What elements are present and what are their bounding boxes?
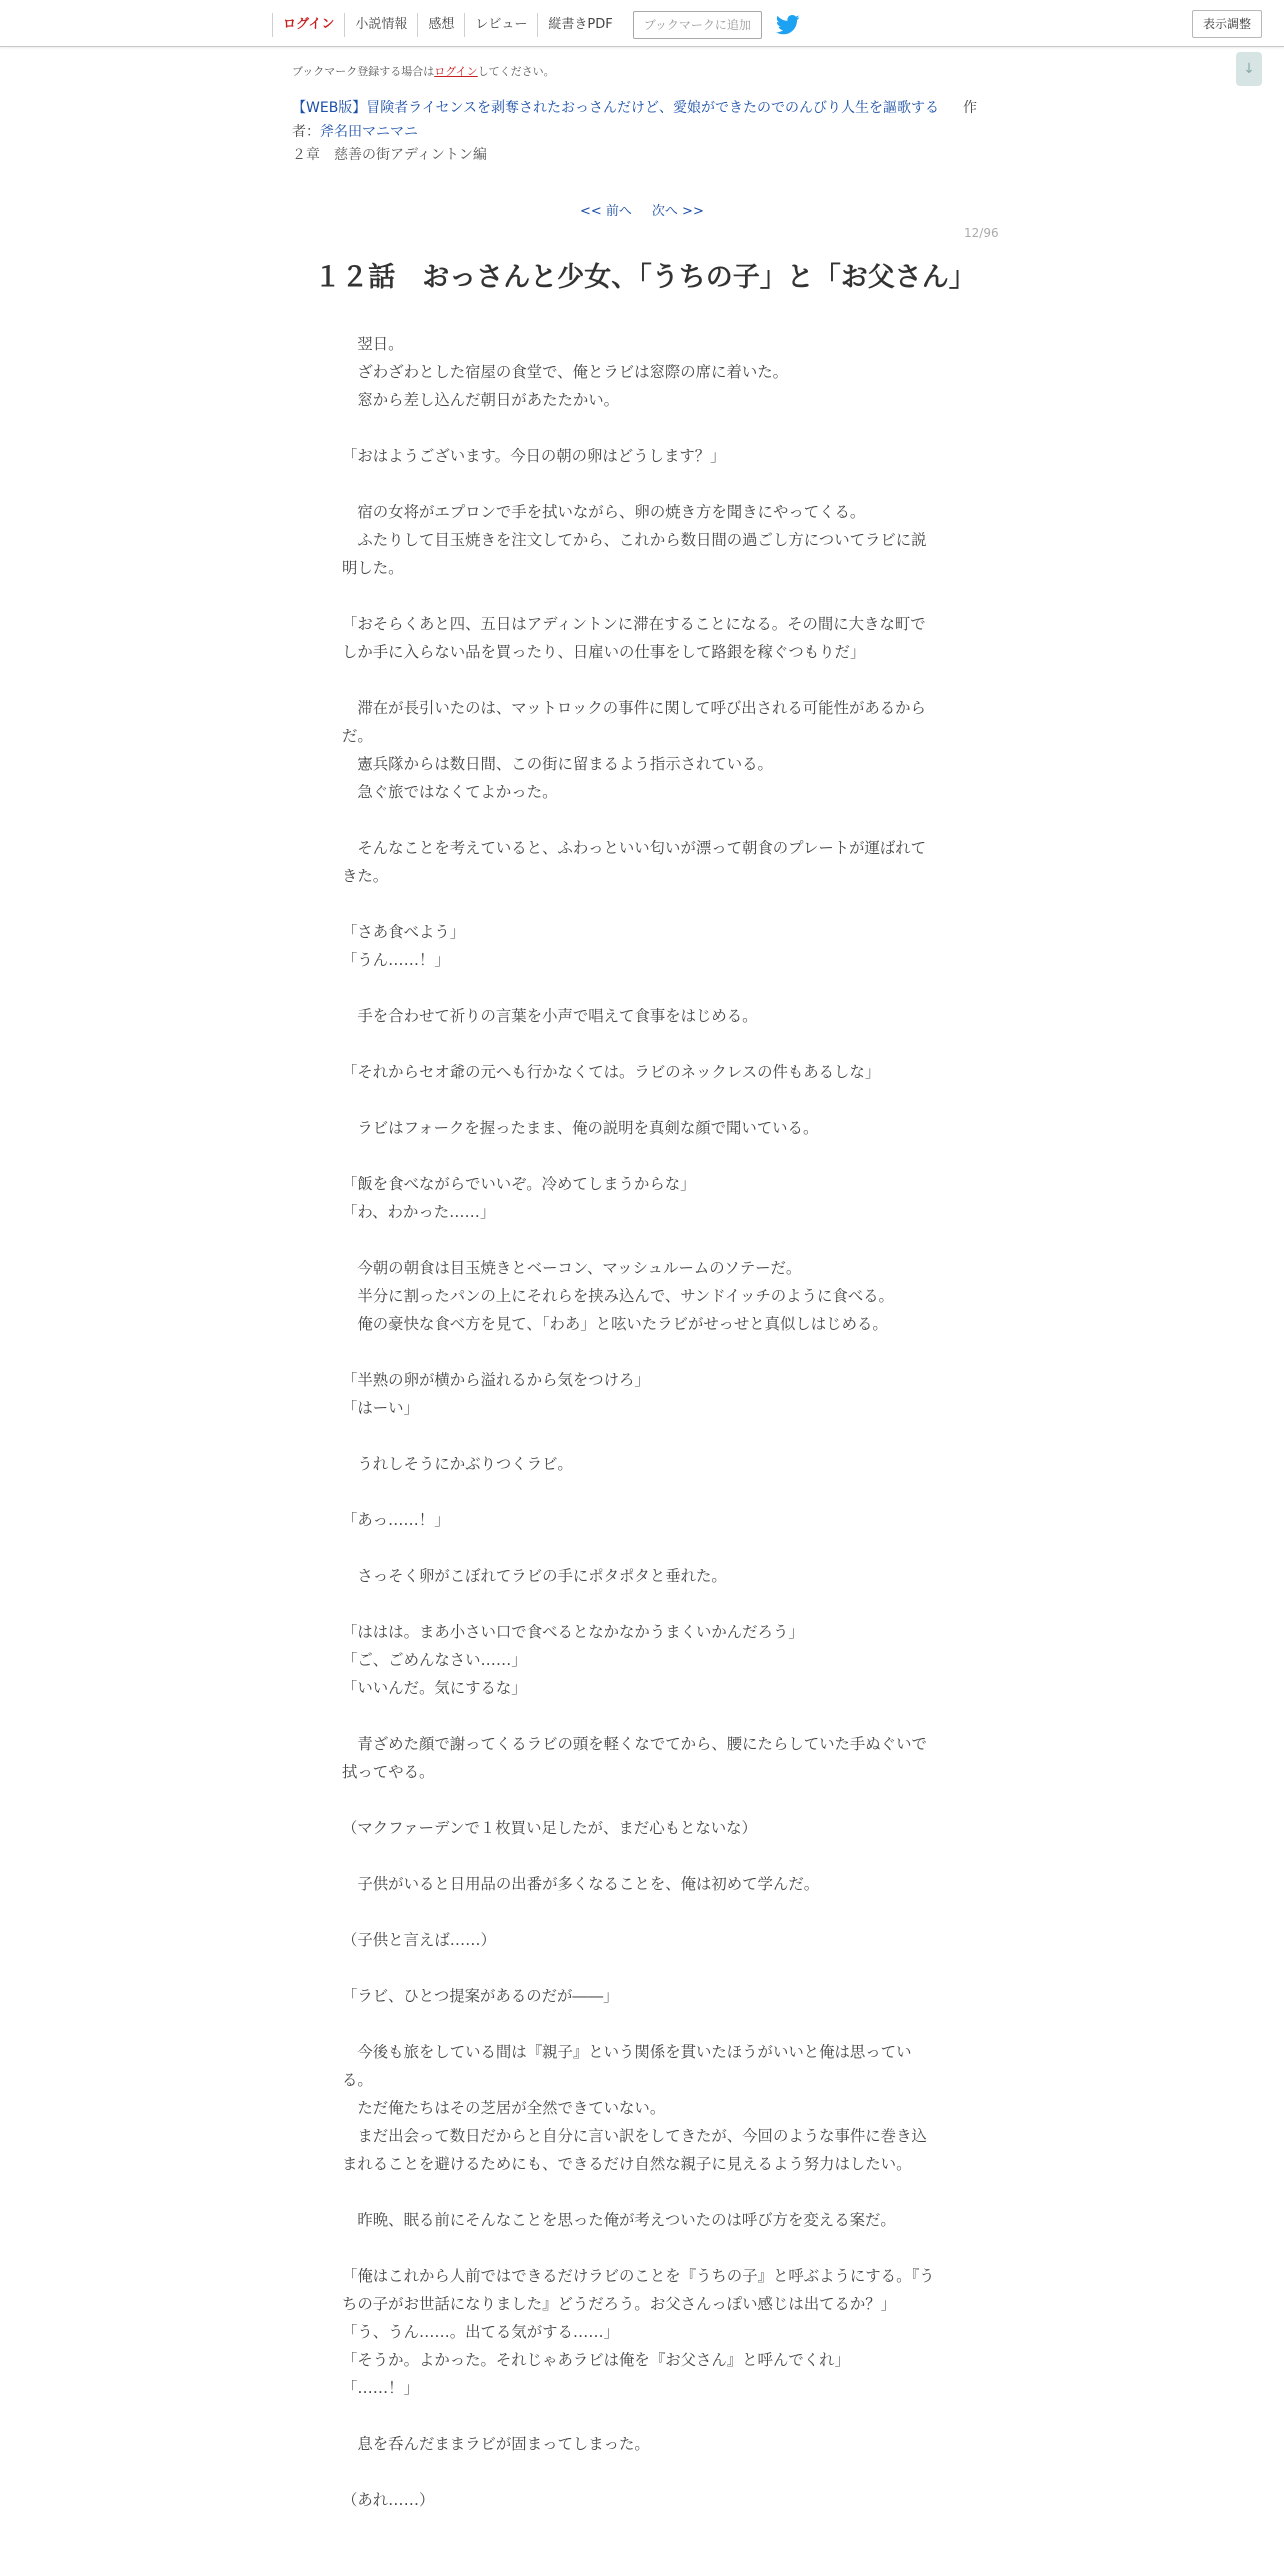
body-paragraph: （マクファーデンで１枚買い足したが、まだ心もとないな） bbox=[342, 1819, 757, 1837]
body-paragraph: 窓から差し込んだ朝日があたたかい。 bbox=[342, 391, 620, 409]
nav-menu bbox=[272, 12, 802, 38]
series-title-link[interactable]: 【WEB版】冒険者ライセンスを剥奪されたおっさんだけど、愛娘ができたのでのんびり人生を謳歌する bbox=[292, 100, 940, 116]
body-paragraph: 俺の豪快な食べ方を見て、「わあ」と呟いたラビがせっせと真似しはじめる。 bbox=[342, 1315, 888, 1333]
body-paragraph: 「さあ食べよう」 bbox=[342, 923, 466, 941]
series-info bbox=[292, 96, 982, 144]
chapter-title: ２章 慈善の街アディントン編 bbox=[292, 147, 487, 163]
body-paragraph: 息を呑んだままラビが固まってしまった。 bbox=[342, 2435, 650, 2453]
blank-line bbox=[342, 2010, 938, 2038]
episode-title: １２話 おっさんと少女、「うちの子」と「お父さん」 bbox=[314, 262, 976, 293]
blank-line bbox=[342, 1226, 938, 1254]
blank-line bbox=[342, 582, 938, 610]
nav-login-link[interactable]: ログイン bbox=[272, 13, 344, 37]
body-paragraph: 「おそらくあと四、五日はアディントンに滞在することになる。その間に大きな町でしか手に入らない品を買ったり、日雇いの仕事をして路銀を稼ぐつもりだ」 bbox=[342, 615, 926, 661]
blank-line bbox=[342, 1338, 938, 1366]
body-paragraph: 子供がいると日用品の出番が多くなることを、俺は初めて学んだ。 bbox=[342, 1875, 820, 1893]
bookmark-notice-login-link[interactable]: ログイン bbox=[434, 65, 478, 78]
bookmark-notice bbox=[292, 63, 555, 79]
body-paragraph: ざわざわとした宿屋の食堂で、俺とラビは窓際の席に着いた。 bbox=[342, 363, 789, 381]
blank-line bbox=[342, 414, 938, 442]
body-paragraph: 「それからセオ爺の元へも行かなくては。ラビのネックレスの件もあるしな」 bbox=[342, 1063, 881, 1081]
author-label: 作者： bbox=[292, 100, 978, 140]
body-paragraph: 「ご、ごめんなさい……」 bbox=[342, 1651, 527, 1669]
page-number: 12/96 bbox=[964, 226, 999, 240]
scroll-down-button[interactable]: ↓ bbox=[1236, 52, 1262, 86]
body-paragraph: 「はーい」 bbox=[342, 1399, 419, 1417]
nav-impressions-link[interactable]: 感想 bbox=[417, 13, 464, 37]
nav-review-link[interactable]: レビュー bbox=[464, 13, 537, 37]
blank-line bbox=[342, 890, 938, 918]
blank-line bbox=[342, 1590, 938, 1618]
prev-page-link[interactable]: << 前へ bbox=[580, 204, 632, 219]
body-paragraph: 憲兵隊からは数日間、この街に留まるよう指示されている。 bbox=[342, 755, 773, 773]
blank-line bbox=[342, 1422, 938, 1450]
blank-line bbox=[342, 1954, 938, 1982]
body-paragraph: （子供と言えば……） bbox=[342, 1931, 496, 1949]
body-paragraph: うれしそうにかぶりつくラビ。 bbox=[342, 1455, 573, 1473]
body-paragraph: 半分に割ったパンの上にそれらを挟み込んで、サンドイッチのように食べる。 bbox=[342, 1287, 894, 1305]
blank-line bbox=[342, 1702, 938, 1730]
blank-line bbox=[342, 1086, 938, 1114]
body-paragraph: 今朝の朝食は目玉焼きとベーコン、マッシュルームのソテーだ。 bbox=[342, 1259, 802, 1277]
body-paragraph: 「いいんだ。気にするな」 bbox=[342, 1679, 527, 1697]
body-paragraph: 「わ、わかった……」 bbox=[342, 1203, 496, 1221]
blank-line bbox=[342, 1898, 938, 1926]
blank-line bbox=[342, 1030, 938, 1058]
body-paragraph: 「おはようございます。今日の朝の卵はどうします？」 bbox=[342, 447, 726, 465]
nav-novel-info-link[interactable]: 小説情報 bbox=[344, 13, 417, 37]
body-paragraph: 「うん……！」 bbox=[342, 951, 450, 969]
bookmark-notice-suffix: してください。 bbox=[477, 65, 555, 78]
blank-line bbox=[342, 1534, 938, 1562]
novel-body bbox=[342, 330, 938, 2514]
body-paragraph: 翌日。 bbox=[342, 335, 404, 353]
twitter-icon[interactable] bbox=[776, 12, 802, 38]
body-paragraph: ふたりして目玉焼きを注文してから、これから数日間の過ごし方についてラビに説明した。 bbox=[342, 531, 927, 577]
blank-line bbox=[342, 2234, 938, 2262]
blank-line bbox=[342, 2178, 938, 2206]
next-page-link[interactable]: 次へ >> bbox=[651, 204, 704, 219]
blank-line bbox=[342, 1786, 938, 1814]
body-paragraph: （あれ……） bbox=[342, 2491, 435, 2509]
body-paragraph: 「あっ……！」 bbox=[342, 1511, 450, 1529]
pager bbox=[580, 200, 724, 219]
add-bookmark-button[interactable]: ブックマークに追加 bbox=[633, 11, 762, 39]
body-paragraph: ラビはフォークを握ったまま、俺の説明を真剣な顔で聞いている。 bbox=[342, 1119, 819, 1137]
body-paragraph: 急ぐ旅ではなくてよかった。 bbox=[342, 783, 558, 801]
author-link[interactable]: 斧名田マニマニ bbox=[320, 124, 418, 140]
blank-line bbox=[342, 2402, 938, 2430]
nav-vertical-pdf-link[interactable]: 縦書きPDF bbox=[537, 13, 622, 37]
body-paragraph: 「飯を食べながらでいいぞ。冷めてしまうからな」 bbox=[342, 1175, 696, 1193]
body-paragraph: 青ざめた顔で謝ってくるラビの頭を軽くなでてから、腰にたらしていた手ぬぐいで拭ってやる。 bbox=[342, 1735, 927, 1781]
blank-line bbox=[342, 470, 938, 498]
body-paragraph: まだ出会って数日だからと自分に言い訳をしてきたが、今回のような事件に巻き込まれることを避けるためにも、できるだけ自然な親子に見えるよう努力はしたい。 bbox=[342, 2127, 927, 2173]
body-paragraph: そんなことを考えていると、ふわっといい匂いが漂って朝食のプレートが運ばれてきた。 bbox=[342, 839, 927, 885]
body-paragraph: 「そうか。よかった。それじゃあラビは俺を『お父さん』と呼んでくれ」 bbox=[342, 2351, 850, 2369]
body-paragraph: ただ俺たちはその芝居が全然できていない。 bbox=[342, 2099, 666, 2117]
body-paragraph: 「俺はこれから人前ではできるだけラビのことを『うちの子』と呼ぶようにする。『うちの子がお世話になりました』どうだろう。お父さんっぽい感じは出てるか？」 bbox=[342, 2267, 935, 2313]
body-paragraph: さっそく卵がこぼれてラビの手にポタポタと垂れた。 bbox=[342, 1567, 727, 1585]
bookmark-notice-prefix: ブックマーク登録する場合は bbox=[292, 65, 435, 78]
blank-line bbox=[342, 806, 938, 834]
body-paragraph: 「半熟の卵が横から溢れるから気をつけろ」 bbox=[342, 1371, 650, 1389]
blank-line bbox=[342, 1478, 938, 1506]
body-paragraph: 「……！」 bbox=[342, 2379, 419, 2397]
blank-line bbox=[342, 1142, 938, 1170]
body-paragraph: 「ははは。まあ小さい口で食べるとなかなかうまくいかんだろう」 bbox=[342, 1623, 804, 1641]
body-paragraph: 手を合わせて祈りの言葉を小声で唱えて食事をはじめる。 bbox=[342, 1007, 758, 1025]
blank-line bbox=[342, 666, 938, 694]
blank-line bbox=[342, 1842, 938, 1870]
blank-line bbox=[342, 2458, 938, 2486]
body-paragraph: 滞在が長引いたのは、マットロックの事件に関して呼び出される可能性があるからだ。 bbox=[342, 699, 926, 745]
top-nav-bar bbox=[0, 0, 1284, 47]
body-paragraph: 「ラビ、ひとつ提案があるのだが――」 bbox=[342, 1987, 619, 2005]
body-paragraph: 今後も旅をしている間は『親子』という関係を貫いたほうがいいと俺は思っている。 bbox=[342, 2043, 912, 2089]
blank-line bbox=[342, 974, 938, 1002]
body-paragraph: 「う、うん……。出てる気がする……」 bbox=[342, 2323, 620, 2341]
body-paragraph: 宿の女将がエプロンで手を拭いながら、卵の焼き方を聞きにやってくる。 bbox=[342, 503, 866, 521]
body-paragraph: 昨晩、眠る前にそんなことを思った俺が考えついたのは呼び方を変える案だ。 bbox=[342, 2211, 896, 2229]
display-settings-button[interactable]: 表示調整 bbox=[1192, 10, 1262, 38]
